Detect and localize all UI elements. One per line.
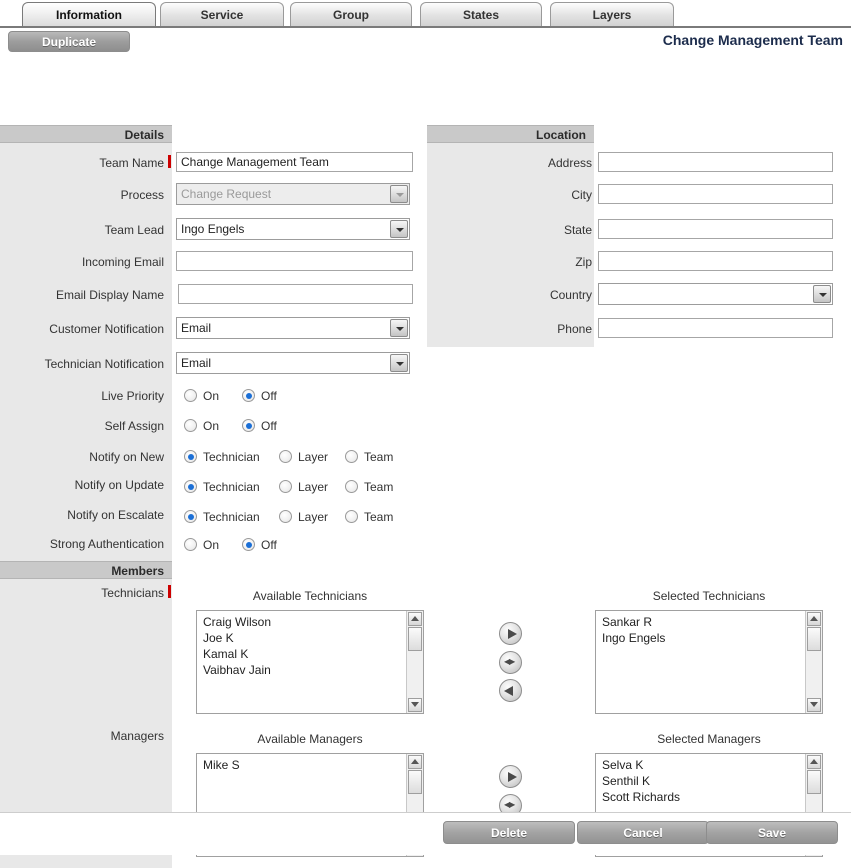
chevron-down-icon — [390, 185, 408, 203]
technicians-required-marker — [168, 585, 171, 598]
selected-technicians-scrollbar[interactable] — [805, 611, 822, 713]
phone-label: Phone — [557, 322, 592, 336]
live-priority-label: Live Priority — [101, 389, 164, 403]
cancel-button[interactable]: Cancel — [577, 821, 709, 844]
notify-on-new-team-label: Team — [364, 450, 394, 464]
notify-on-update-team-label: Team — [364, 480, 394, 494]
strong-authentication-radio-on[interactable] — [184, 538, 197, 551]
process-select[interactable] — [176, 183, 410, 205]
team-name-required-marker — [168, 155, 171, 168]
available-technicians-list[interactable] — [196, 610, 424, 714]
technician-notification-value: Email — [181, 356, 212, 370]
notify-on-escalate-label: Notify on Escalate — [67, 508, 164, 522]
selected-technicians-title: Selected Technicians — [652, 589, 766, 603]
customer-notification-value: Email — [181, 321, 212, 335]
phone-input[interactable] — [598, 318, 833, 338]
scroll-up-icon[interactable] — [408, 755, 422, 769]
add-technician-button[interactable] — [499, 622, 522, 645]
notify-on-escalate-radio-technician[interactable] — [184, 510, 197, 523]
self-assign-off-label: Off — [261, 419, 277, 433]
selected-technicians-list[interactable] — [595, 610, 823, 714]
self-assign-on-label: On — [203, 419, 220, 433]
scroll-up-icon[interactable] — [807, 755, 821, 769]
strong-authentication-off-label: Off — [261, 538, 277, 552]
page-title: Change Management Team — [662, 32, 843, 48]
notify-on-escalate-radio-layer[interactable] — [279, 510, 292, 523]
technician-notification-select[interactable] — [176, 352, 410, 374]
notify-on-new-radio-layer[interactable] — [279, 450, 292, 463]
live-priority-on-label: On — [203, 389, 220, 403]
chevron-down-icon — [390, 354, 408, 372]
details-section-header: Details — [0, 125, 172, 143]
strong-authentication-label: Strong Authentication — [49, 537, 164, 551]
live-priority-radio-on[interactable] — [184, 389, 197, 402]
list-item[interactable]: Sankar R — [602, 615, 653, 629]
sub-toolbar — [0, 28, 851, 54]
technicians-label: Technicians — [101, 586, 164, 600]
list-item[interactable]: Vaibhav Jain — [203, 663, 271, 677]
notify-on-escalate-technician-label: Technician — [203, 510, 260, 524]
add-manager-button[interactable] — [499, 765, 522, 788]
location-panel-background — [427, 142, 594, 347]
notify-on-update-technician-label: Technician — [203, 480, 260, 494]
customer-notification-select[interactable] — [176, 317, 410, 339]
selected-managers-title: Selected Managers — [657, 732, 761, 746]
city-label: City — [571, 188, 592, 202]
scroll-up-icon[interactable] — [807, 612, 821, 626]
team-name-input[interactable] — [176, 152, 413, 172]
process-label: Process — [120, 188, 164, 202]
notify-on-new-radio-technician[interactable] — [184, 450, 197, 463]
list-item[interactable]: Ingo Engels — [602, 631, 666, 645]
members-section-header: Members — [0, 561, 172, 579]
available-managers-items[interactable] — [197, 757, 406, 773]
team-lead-value: Ingo Engels — [181, 222, 245, 236]
tab-strip — [0, 0, 851, 28]
tab-layers[interactable]: Layers — [550, 2, 674, 26]
tab-group[interactable]: Group — [290, 2, 412, 26]
scrollbar-thumb[interactable] — [807, 627, 821, 651]
selected-technicians-items[interactable] — [596, 614, 805, 646]
duplicate-button[interactable]: Duplicate — [8, 31, 130, 52]
address-input[interactable] — [598, 152, 833, 172]
notify-on-new-technician-label: Technician — [203, 450, 260, 464]
self-assign-label: Self Assign — [104, 419, 164, 433]
notify-on-new-label: Notify on New — [89, 450, 164, 464]
tab-states[interactable]: States — [420, 2, 542, 26]
scrollbar-thumb[interactable] — [408, 770, 422, 794]
available-technicians-items[interactable] — [197, 614, 406, 678]
city-input[interactable] — [598, 184, 833, 204]
remove-technician-button[interactable] — [499, 679, 522, 702]
form-area — [0, 54, 851, 826]
scroll-down-icon[interactable] — [408, 698, 422, 712]
list-item[interactable]: Mike S — [203, 758, 240, 772]
state-label: State — [563, 223, 592, 237]
footer-toolbar — [0, 812, 851, 855]
available-technicians-scrollbar[interactable] — [406, 611, 423, 713]
list-item[interactable]: Craig Wilson — [203, 615, 272, 629]
save-button[interactable]: Save — [706, 821, 838, 844]
notify-on-new-radio-team[interactable] — [345, 450, 358, 463]
location-section-header: Location — [427, 125, 594, 143]
live-priority-off-label: Off — [261, 389, 277, 403]
zip-label: Zip — [575, 255, 592, 269]
scrollbar-thumb[interactable] — [807, 770, 821, 794]
self-assign-radio-on[interactable] — [184, 419, 197, 432]
notify-on-escalate-radio-team[interactable] — [345, 510, 358, 523]
country-select[interactable] — [598, 283, 833, 305]
email-display-name-label: Email Display Name — [55, 288, 164, 302]
selected-managers-items[interactable] — [596, 757, 805, 805]
customer-notification-label: Customer Notification — [49, 322, 164, 336]
technician-notification-label: Technician Notification — [44, 357, 164, 371]
incoming-email-input[interactable] — [176, 251, 413, 271]
scroll-down-icon[interactable] — [807, 698, 821, 712]
toggle-technicians-button[interactable] — [499, 651, 522, 674]
list-item[interactable]: Joe K — [203, 631, 234, 645]
team-name-label: Team Name — [99, 156, 164, 170]
chevron-down-icon — [813, 285, 831, 303]
list-item[interactable]: Senthil K — [602, 774, 651, 788]
country-label: Country — [549, 288, 592, 302]
available-technicians-title: Available Technicians — [252, 589, 368, 603]
notify-on-new-layer-label: Layer — [298, 450, 329, 464]
notify-on-update-radio-technician[interactable] — [184, 480, 197, 493]
details-panel-background — [0, 142, 172, 868]
live-priority-radio-off[interactable] — [242, 389, 255, 402]
notify-on-update-radio-team[interactable] — [345, 480, 358, 493]
chevron-down-icon — [390, 220, 408, 238]
scroll-up-icon[interactable] — [408, 612, 422, 626]
zip-input[interactable] — [598, 251, 833, 271]
available-managers-title: Available Managers — [257, 732, 363, 746]
chevron-down-icon — [390, 319, 408, 337]
process-value: Change Request — [181, 187, 272, 201]
team-lead-select[interactable] — [176, 218, 410, 240]
team-lead-label: Team Lead — [104, 223, 164, 237]
notify-on-escalate-layer-label: Layer — [298, 510, 329, 524]
state-input[interactable] — [598, 219, 833, 239]
email-display-name-input[interactable] — [178, 284, 413, 304]
tab-service[interactable]: Service — [160, 2, 284, 26]
tab-information[interactable]: Information — [22, 2, 156, 26]
managers-label: Managers — [110, 729, 164, 743]
strong-authentication-radio-off[interactable] — [242, 538, 255, 551]
notify-on-update-label: Notify on Update — [74, 478, 164, 492]
strong-authentication-on-label: On — [203, 538, 220, 552]
list-item[interactable]: Kamal K — [203, 647, 249, 661]
self-assign-radio-off[interactable] — [242, 419, 255, 432]
list-item[interactable]: Scott Richards — [602, 790, 681, 804]
delete-button[interactable]: Delete — [443, 821, 575, 844]
scrollbar-thumb[interactable] — [408, 627, 422, 651]
notify-on-update-radio-layer[interactable] — [279, 480, 292, 493]
list-item[interactable]: Selva K — [602, 758, 644, 772]
incoming-email-label: Incoming Email — [81, 255, 164, 269]
address-label: Address — [547, 156, 592, 170]
notify-on-update-layer-label: Layer — [298, 480, 329, 494]
notify-on-escalate-team-label: Team — [364, 510, 394, 524]
